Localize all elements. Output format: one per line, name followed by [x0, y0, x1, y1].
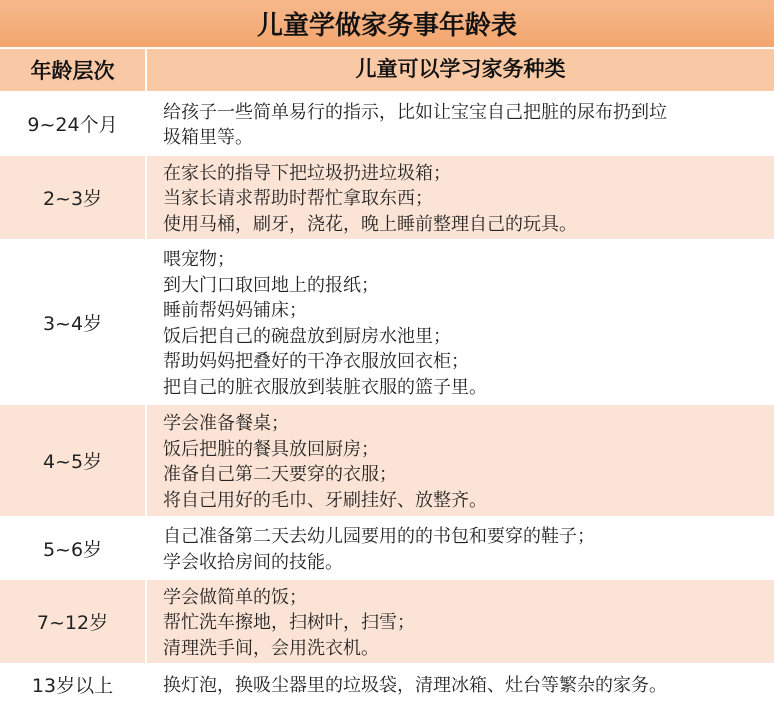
chore-line: 在家长的指导下把垃圾扔进垃圾箱； [163, 162, 451, 184]
chores-cell [147, 93, 774, 154]
chore-line: 给孩子一些简单易行的指示，比如让宝宝自己把脏的尿布扔到垃 [163, 101, 667, 123]
age-cell: 3~4岁 [0, 241, 147, 403]
chore-line: 圾箱里等。 [163, 127, 253, 148]
chores-cell [147, 405, 774, 516]
chore-line: 帮助妈妈把叠好的干净衣服放回衣柜； [163, 351, 469, 372]
table-title: 儿童学做家务事年龄表 [0, 0, 774, 49]
chores-cell [147, 580, 774, 663]
header-age: 年龄层次 [0, 49, 147, 91]
chore-line: 准备自己第二天要穿的衣服； [163, 464, 397, 485]
chore-line: 到大门口取回地上的报纸； [163, 274, 379, 296]
chore-line: 将自己用好的毛巾、牙刷挂好、放整齐。 [163, 489, 487, 511]
chore-line: 睡前帮妈妈铺床； [163, 300, 307, 321]
table-row [0, 93, 774, 156]
chore-line: 学会准备餐桌； [163, 413, 289, 434]
age-cell: 2~3岁 [0, 156, 147, 239]
header-chores: 儿童可以学习家务种类 [355, 57, 566, 82]
age-cell: 13岁以上 [0, 665, 147, 703]
table-row [0, 665, 774, 703]
chore-line: 饭后把自己的碗盘放到厨房水池里； [163, 325, 451, 347]
chore-line: 使用马桶，刷牙，浇花，晚上睡前整理自己的玩具。 [163, 213, 577, 235]
chores-cell [147, 156, 774, 239]
table-row [0, 241, 774, 405]
chore-line: 换灯泡，换吸尘器里的垃圾袋，清理冰箱、灶台等繁杂的家务。 [163, 674, 667, 696]
chore-line: 喂宠物； [163, 249, 235, 270]
table-row [0, 518, 774, 580]
chore-line: 饭后把脏的餐具放回厨房； [163, 438, 379, 460]
chore-line: 清理洗手间，会用洗衣机。 [163, 637, 379, 659]
header-row [0, 49, 774, 93]
chore-line: 把自己的脏衣服放到装脏衣服的篮子里。 [163, 376, 487, 398]
chores-cell [147, 665, 774, 703]
age-cell: 7~12岁 [0, 580, 147, 663]
chores-cell [147, 518, 774, 578]
table-row [0, 580, 774, 665]
age-cell: 5~6岁 [0, 518, 147, 578]
chore-line: 自己准备第二天去幼儿园要用的的书包和要穿的鞋子； [163, 526, 595, 547]
chores-cell [147, 241, 774, 403]
table-row [0, 405, 774, 518]
chore-line: 学会收拾房间的技能。 [163, 551, 343, 573]
chore-line: 当家长请求帮助时帮忙拿取东西； [163, 188, 433, 210]
age-cell: 9~24个月 [0, 93, 147, 154]
table-row [0, 156, 774, 241]
age-cell: 4~5岁 [0, 405, 147, 516]
chore-line: 学会做简单的饭； [163, 586, 307, 608]
table-body [0, 93, 774, 703]
chore-line: 帮忙洗车擦地，扫树叶，扫雪； [163, 612, 415, 634]
